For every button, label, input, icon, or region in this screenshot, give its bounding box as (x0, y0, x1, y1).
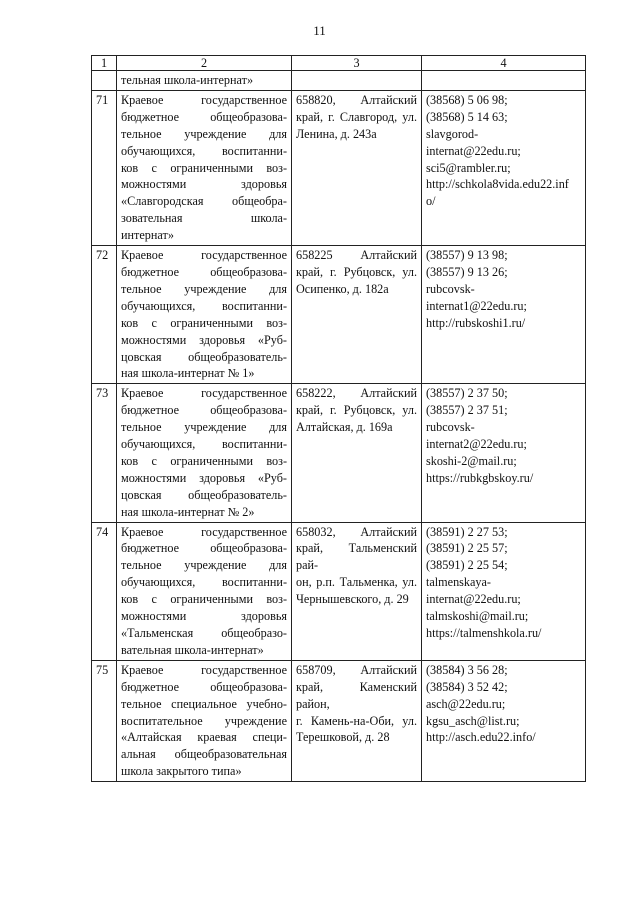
cell-line: kgsu_asch@list.ru; (426, 713, 520, 728)
cell-line: бюджетное общеобразова- (121, 679, 287, 694)
continuation-addr (292, 71, 422, 91)
cell-line: край, г. Рубцовск, ул. (296, 264, 417, 279)
cell-line: https://talmenshkola.ru/ (426, 626, 542, 640)
institution-address (292, 246, 422, 384)
cell-line: internat1@22edu.ru; (426, 298, 527, 313)
table-row (92, 246, 586, 384)
cell-line: (38591) 2 25 54; (426, 558, 508, 573)
cell-line: internat@22edu.ru; (426, 143, 521, 158)
cell-line: Краевое государственное (121, 386, 287, 401)
cell-line: край, г. Рубцовск, ул. (296, 403, 417, 418)
table-row (92, 90, 586, 245)
row-number: 72 (92, 246, 117, 384)
cell-line: бюджетное общеобразова- (121, 109, 287, 124)
cell-line: https://rubkgbskoy.ru/ (426, 470, 534, 485)
cell-line: тельное специальное учебно- (121, 696, 287, 711)
cell-line: skoshi-2@mail.ru; (426, 453, 517, 468)
cell-line: Краевое государственное (121, 248, 287, 263)
cell-line: зовательная школа- (121, 211, 287, 226)
cell-line: тельное учреждение для (121, 281, 287, 296)
cell-line: 658820, Алтайский (296, 92, 417, 107)
cell-line: тельное учреждение для (121, 420, 287, 435)
cell-line: http://asch.edu22.info/ (426, 730, 536, 745)
cell-line: можностями здоровья «Руб- (121, 470, 287, 485)
cell-line: talmskoshi@mail.ru; (426, 609, 529, 624)
cell-line: можностями здоровья (121, 609, 287, 624)
cell-line: (38591) 2 27 53; (426, 524, 508, 539)
cell-line: Краевое государственное (121, 524, 287, 539)
cell-line: http://schkola8vida.edu22.inf (426, 177, 569, 192)
cell-line: internat@22edu.ru; (426, 592, 521, 607)
cell-line: край, Каменский район, (296, 679, 417, 711)
institution-contacts (422, 522, 586, 660)
row-number: 75 (92, 660, 117, 781)
cell-line: бюджетное общеобразова- (121, 541, 287, 556)
cell-line: talmenskaya- (426, 575, 491, 590)
cell-line: ков с ограниченными воз- (121, 315, 287, 330)
row-number: 74 (92, 522, 117, 660)
cell-line: Чернышевского, д. 29 (296, 592, 409, 607)
institution-contacts (422, 660, 586, 781)
cell-line: sci5@rambler.ru; (426, 160, 511, 175)
institution-name (117, 90, 292, 245)
institutions-table (91, 55, 586, 782)
cell-line: (38557) 9 13 98; (426, 248, 508, 263)
cell-line: ная школа-интернат № 2» (121, 504, 255, 519)
institution-name (117, 660, 292, 781)
cell-line: ная школа-интернат № 1» (121, 366, 255, 381)
header-col-2: 2 (117, 56, 292, 71)
institution-address (292, 522, 422, 660)
cell-line: «Алтайская краевая специ- (121, 730, 287, 745)
table-row (92, 660, 586, 781)
row-number: 73 (92, 384, 117, 522)
cell-line: rubcovsk- (426, 420, 475, 435)
cell-line: бюджетное общеобразова- (121, 264, 287, 279)
cell-line: (38557) 9 13 26; (426, 264, 508, 279)
cell-line: (38557) 2 37 51; (426, 403, 508, 418)
cell-line: 658032, Алтайский (296, 524, 417, 539)
cell-line: rubcovsk- (426, 281, 475, 296)
header-col-1: 1 (92, 56, 117, 71)
cell-line: (38584) 3 56 28; (426, 662, 508, 677)
institution-address (292, 90, 422, 245)
cell-line: ков с ограниченными воз- (121, 592, 287, 607)
institution-name (117, 522, 292, 660)
cell-line: 658222, Алтайский (296, 386, 417, 401)
cell-line: (38568) 5 14 63; (426, 109, 508, 124)
cell-line: 658225 Алтайский (296, 248, 417, 263)
institution-name (117, 384, 292, 522)
continuation-contacts (422, 71, 586, 91)
institution-contacts (422, 246, 586, 384)
cell-line: (38568) 5 06 98; (426, 92, 508, 107)
cell-line: Краевое государственное (121, 92, 287, 107)
continuation-row (92, 71, 586, 91)
cell-line: обучающихся, воспитанни- (121, 143, 287, 158)
cell-line: http://rubskoshi1.ru/ (426, 315, 526, 330)
page-number: 11 (313, 23, 326, 38)
cell-line: Алтайская, д. 169а (296, 420, 393, 435)
cell-line: тельное учреждение для (121, 558, 287, 573)
cell-line: Краевое государственное (121, 662, 287, 677)
cell-line: asch@22edu.ru; (426, 696, 506, 711)
continuation-name: тельная школа-интернат» (117, 71, 292, 91)
cell-line: вательная школа-интернат» (121, 642, 264, 657)
cell-line: можностями здоровья (121, 177, 287, 192)
cell-line: ков с ограниченными воз- (121, 453, 287, 468)
institution-address (292, 384, 422, 522)
cell-line: (38557) 2 37 50; (426, 386, 508, 401)
cell-line: Терешковой, д. 28 (296, 730, 390, 745)
cell-line: г. Камень-на-Оби, ул. (296, 713, 417, 728)
cell-line: цовская общеобразователь- (121, 487, 287, 502)
cell-line: тельное учреждение для (121, 126, 287, 141)
cell-line: slavgorod- (426, 126, 479, 141)
cell-line: альная общеобразовательная (121, 747, 287, 762)
cell-line: край, г. Славгород, ул. (296, 109, 417, 124)
row-number: 71 (92, 90, 117, 245)
cell-line: воспитательное учреждение (121, 713, 287, 728)
cell-line: можностями здоровья «Руб- (121, 332, 287, 347)
cell-line: ков с ограниченными воз- (121, 160, 287, 175)
cell-line: «Тальменская общеобразо- (121, 626, 287, 640)
institution-name (117, 246, 292, 384)
cell-line: internat2@22edu.ru; (426, 437, 527, 452)
cell-line: (38591) 2 25 57; (426, 541, 508, 556)
table-row (92, 522, 586, 660)
cell-line: обучающихся, воспитанни- (121, 575, 287, 590)
cell-line: обучающихся, воспитанни- (121, 298, 287, 313)
continuation-num (92, 71, 117, 91)
institution-address (292, 660, 422, 781)
cell-line: 658709, Алтайский (296, 662, 417, 677)
table-row (92, 384, 586, 522)
cell-line: обучающихся, воспитанни- (121, 437, 287, 452)
institution-contacts (422, 384, 586, 522)
cell-line: бюджетное общеобразова- (121, 403, 287, 418)
header-col-4: 4 (422, 56, 586, 71)
cell-line: край, Тальменский рай- (296, 541, 417, 573)
cell-line: школа закрытого типа» (121, 764, 242, 779)
cell-line: o/ (426, 194, 436, 209)
cell-line: «Славгородская общеобра- (121, 194, 287, 209)
cell-line: Ленина, д. 243а (296, 126, 377, 141)
header-row (92, 56, 586, 71)
cell-line: он, р.п. Тальменка, ул. (296, 575, 417, 590)
cell-line: (38584) 3 52 42; (426, 679, 508, 694)
cell-line: интернат» (121, 228, 174, 243)
cell-line: Осипенко, д. 182а (296, 281, 389, 296)
institution-contacts (422, 90, 586, 245)
cell-line: цовская общеобразователь- (121, 349, 287, 364)
header-col-3: 3 (292, 56, 422, 71)
